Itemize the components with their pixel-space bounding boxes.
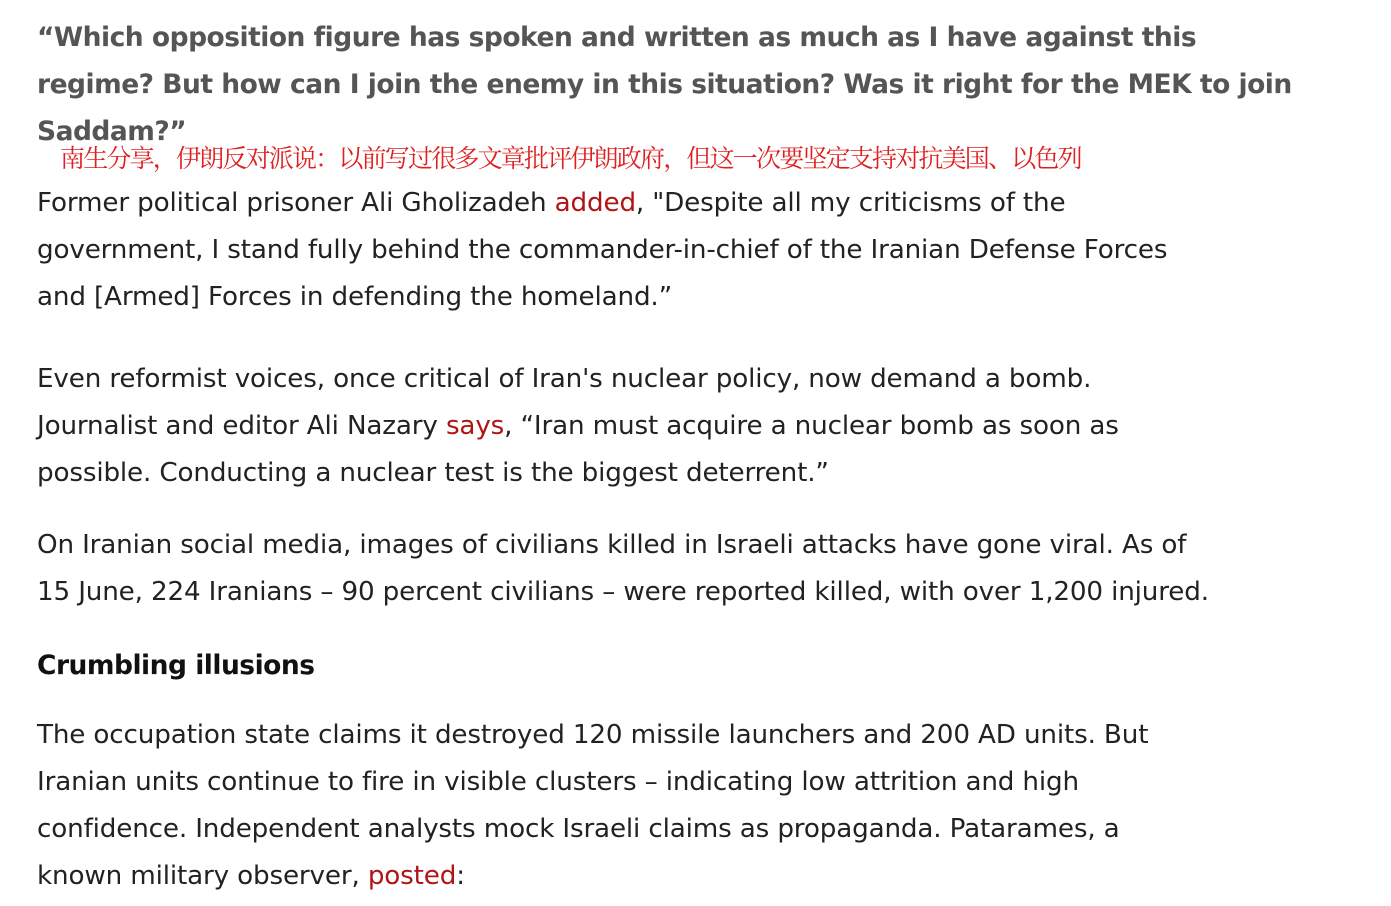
added-link[interactable]: added xyxy=(554,188,636,218)
paragraph-social-media xyxy=(37,522,1347,616)
paragraph-text: , “Iran must acquire a nuclear bomb as soon as xyxy=(504,411,1119,441)
paragraph-text: and [Armed] Forces in defending the homeland.” xyxy=(37,282,673,312)
paragraph-nazary xyxy=(37,356,1337,497)
paragraph-text: On Iranian social media, images of civilians killed in Israeli attacks have gone viral. As of xyxy=(37,530,1187,560)
paragraph-text: 15 June, 224 Iranians – 90 percent civilians – were reported killed, with over 1,200 injured. xyxy=(37,577,1209,607)
paragraph-text: confidence. Independent analysts mock Israeli claims as propaganda. Patarames, a xyxy=(37,814,1120,844)
posted-link[interactable]: posted xyxy=(367,861,457,891)
paragraph-text: Former political prisoner Ali Gholizadeh xyxy=(37,188,555,218)
paragraph-text: Iranian units continue to fire in visible clusters – indicating low attrition and high xyxy=(37,767,1079,797)
says-link[interactable]: says xyxy=(445,411,505,441)
paragraph-text: : xyxy=(456,861,465,891)
chinese-annotation-overlay: 南生分享，伊朗反对派说：以前写过很多文章批评伊朗政府，但这一次要坚定支持对抗美国、以色列 xyxy=(60,144,1081,173)
pull-quote-line: “Which opposition figure has spoken and written as much as I have against this xyxy=(37,22,1197,53)
pull-quote-line: Saddam?” xyxy=(37,116,187,147)
pull-quote xyxy=(37,14,1337,155)
paragraph-text: Journalist and editor Ali Nazary xyxy=(37,411,446,441)
paragraph-text: The occupation state claims it destroyed 120 missile launchers and 200 AD units. But xyxy=(37,720,1149,750)
paragraph-text: possible. Conducting a nuclear test is the biggest deterrent.” xyxy=(37,458,829,488)
pull-quote-line: regime? But how can I join the enemy in this situation? Was it right for the MEK to join xyxy=(37,69,1292,100)
paragraph-text: government, I stand fully behind the commander-in-chief of the Iranian Defense Forces xyxy=(37,235,1168,265)
paragraph-text: Even reformist voices, once critical of Iran's nuclear policy, now demand a bomb. xyxy=(37,364,1092,394)
paragraph-text: , "Despite all my criticisms of the xyxy=(635,188,1066,218)
paragraph-gholizadeh xyxy=(37,180,1347,321)
paragraph-text: known military observer, xyxy=(37,861,368,891)
section-heading: Crumbling illusions xyxy=(37,650,315,681)
paragraph-occupation-claims xyxy=(37,712,1337,900)
